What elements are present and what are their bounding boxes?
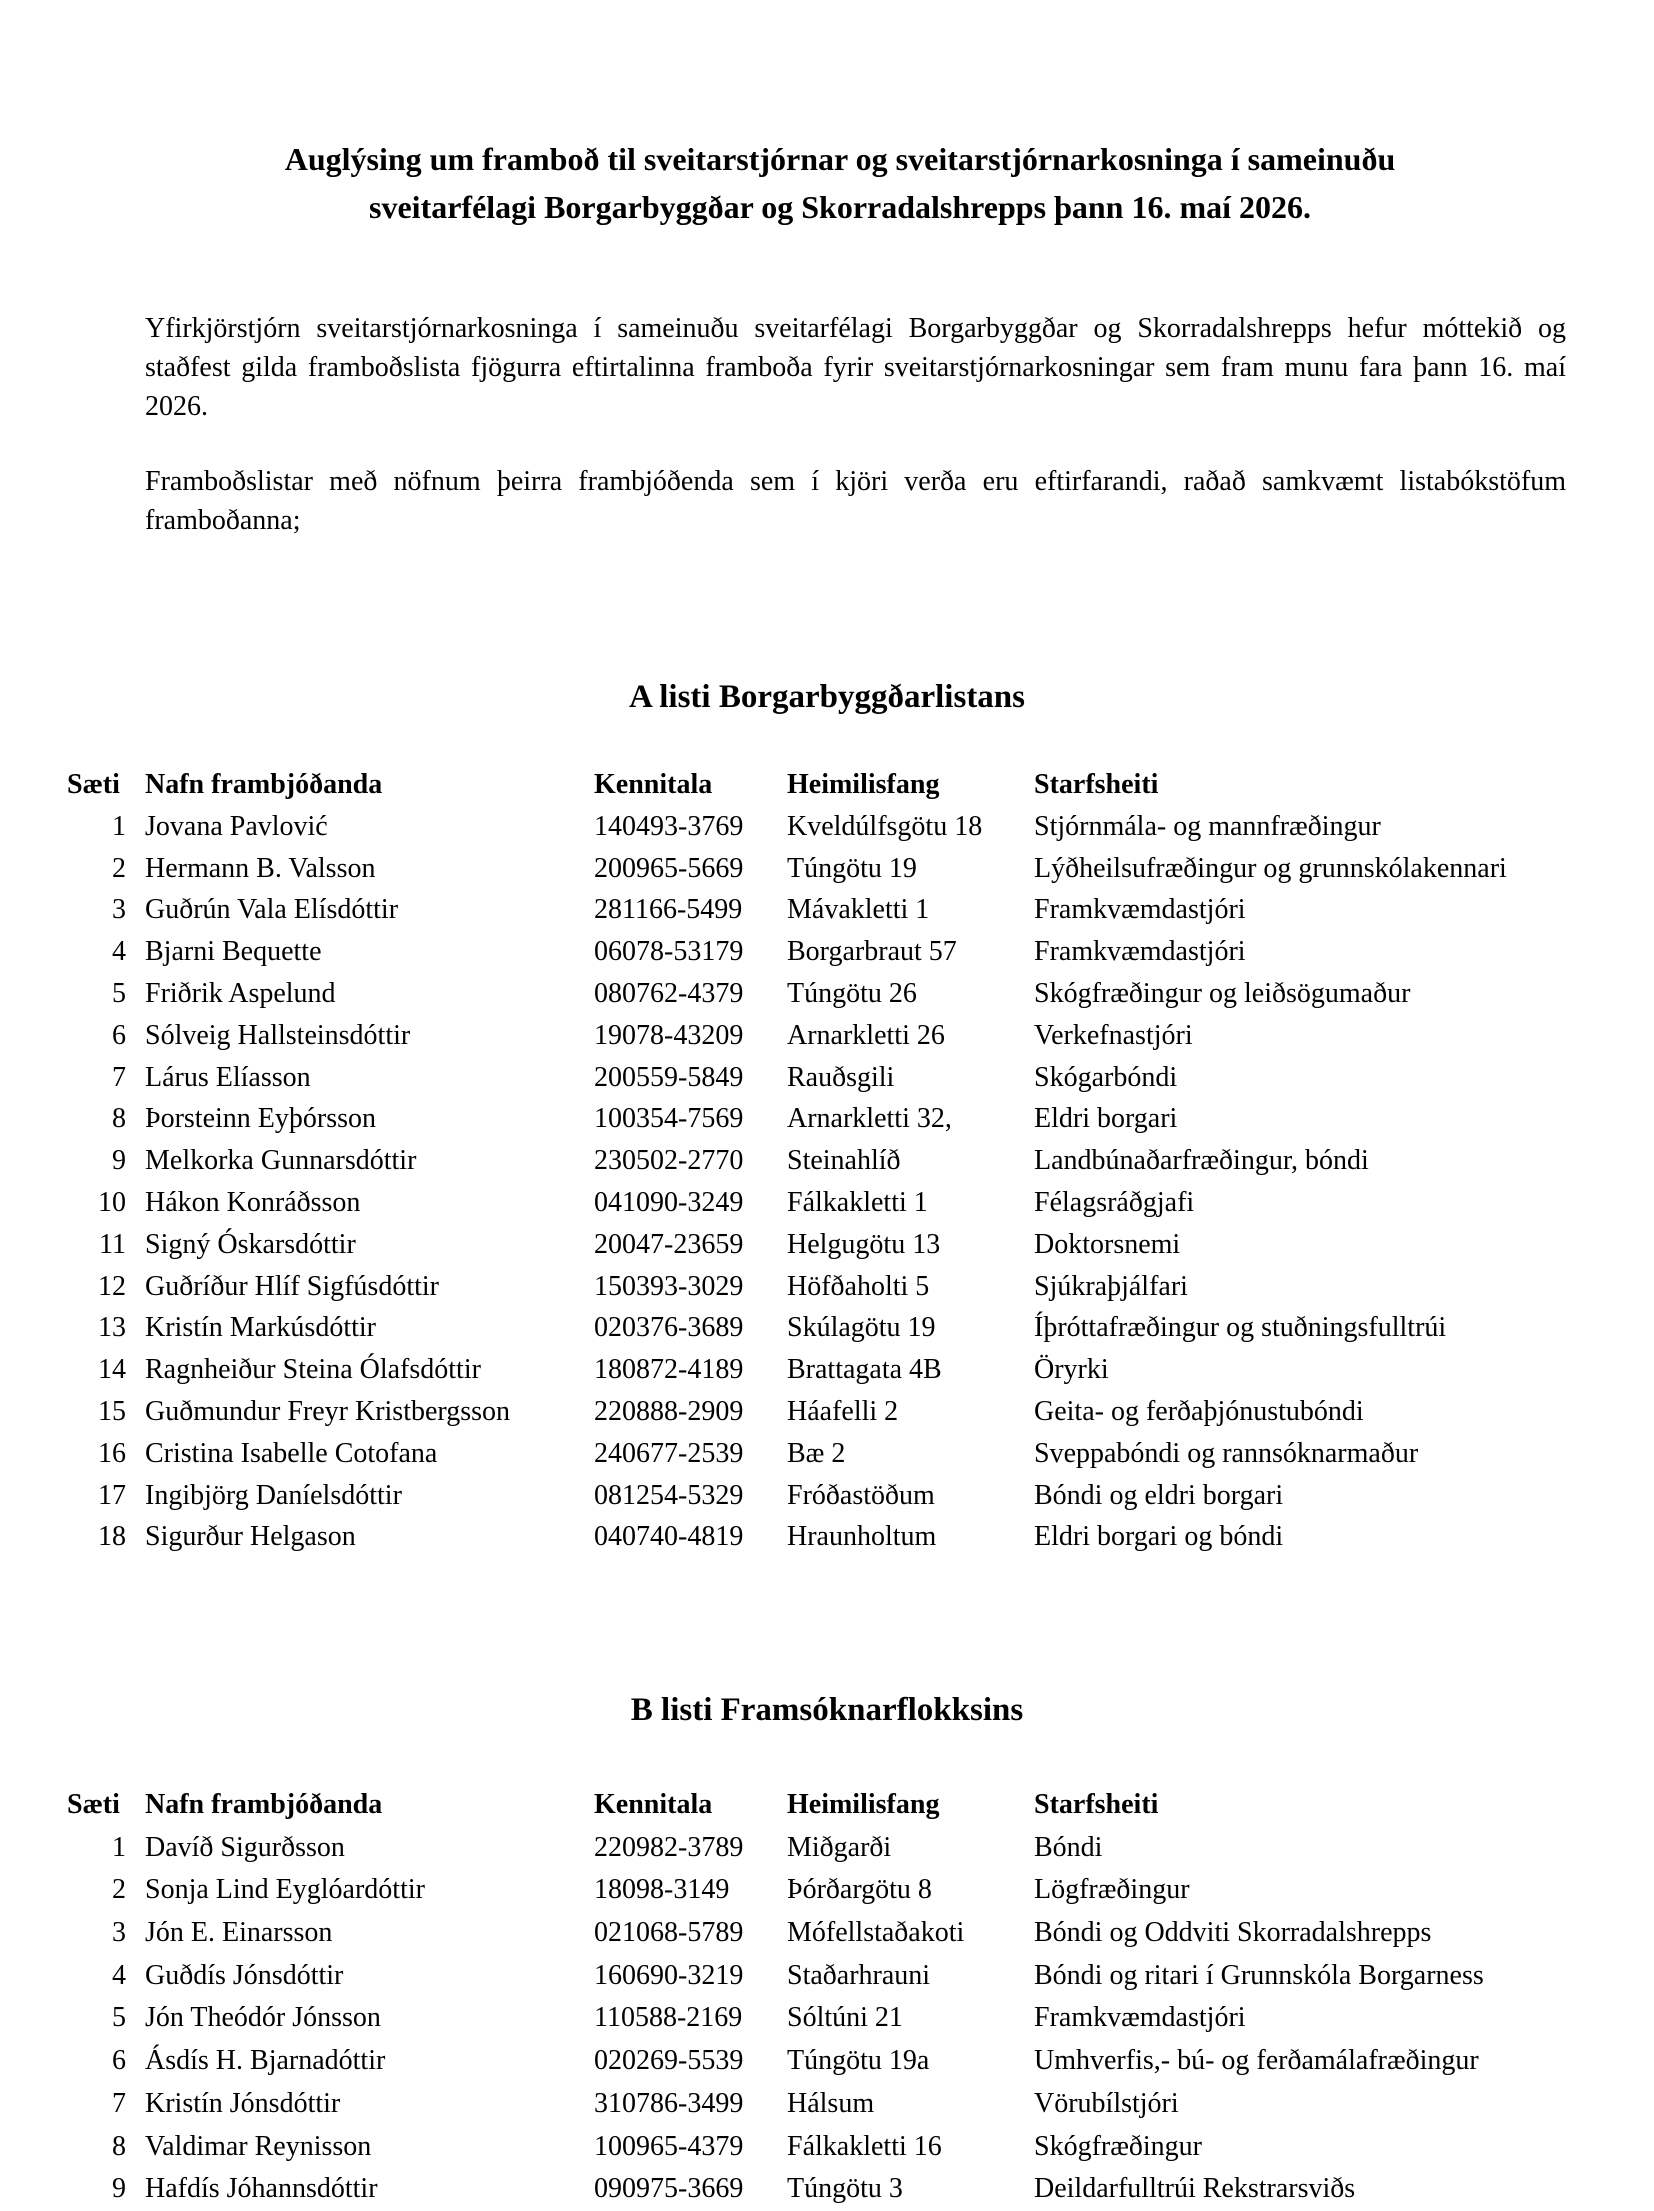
table-row	[0, 1182, 1654, 1224]
name-cell: Valdimar Reynisson	[145, 2130, 372, 2162]
table-row	[0, 806, 1654, 848]
seat-cell: 12	[98, 1270, 126, 1302]
occupation-cell: Sjúkraþjálfari	[1034, 1270, 1188, 1302]
id-cell: 140493-3769	[594, 810, 744, 842]
occupation-cell: Íþróttafræðingur og stuðningsfulltrúi	[1034, 1312, 1447, 1344]
address-cell: Mófellstaðakoti	[787, 1917, 965, 1949]
table-row	[0, 1475, 1654, 1517]
table-row	[0, 1827, 1654, 1870]
address-cell: Túngötu 26	[787, 977, 917, 1009]
seat-cell: 6	[112, 1019, 126, 1051]
occupation-cell: Geita- og ferðaþjónustubóndi	[1034, 1395, 1364, 1427]
table-row	[0, 1391, 1654, 1433]
seat-cell: 9	[112, 2173, 126, 2205]
table-row	[0, 1869, 1654, 1912]
address-cell: Skúlagötu 19	[787, 1312, 936, 1344]
address-cell: Mávakletti 1	[787, 894, 930, 926]
id-cell: 100965-4379	[594, 2130, 744, 2162]
header-address: Heimilisfang	[787, 1789, 940, 1820]
seat-cell: 8	[112, 2130, 126, 2162]
seat-cell: 18	[98, 1521, 126, 1553]
header-seat: Sæti	[67, 1789, 120, 1820]
address-cell: Brattagata 4B	[787, 1354, 942, 1386]
table-row	[0, 1433, 1654, 1475]
table-row	[0, 2083, 1654, 2126]
seat-cell: 5	[112, 2002, 126, 2034]
name-cell: Hafdís Jóhannsdóttir	[145, 2173, 378, 2205]
occupation-cell: Bóndi og Oddviti Skorradalshrepps	[1034, 1917, 1432, 1949]
list-a-heading: A listi Borgarbyggðarlistans	[628, 679, 1026, 715]
address-cell: Túngötu 19a	[787, 2045, 930, 2077]
seat-cell: 4	[112, 1959, 126, 1991]
address-cell: Hálsum	[787, 2087, 875, 2119]
name-cell: Kristín Jónsdóttir	[145, 2087, 341, 2119]
document-title-line-1: Auglýsing um framboð til sveitarstjórnar og sveitarstjórnarkosninga í sameinuðu	[284, 141, 1396, 177]
name-cell: Hákon Konráðsson	[145, 1186, 361, 1218]
name-cell: Þorsteinn Eyþórsson	[145, 1103, 376, 1135]
header-address: Heimilisfang	[787, 769, 940, 800]
name-cell: Jovana Pavlović	[145, 810, 328, 842]
address-cell: Fróðastöðum	[787, 1479, 935, 1511]
id-cell: 150393-3029	[594, 1270, 744, 1302]
address-cell: Arnarkletti 32,	[787, 1103, 952, 1135]
occupation-cell: Skógarbóndi	[1034, 1061, 1178, 1093]
seat-cell: 9	[112, 1145, 126, 1177]
table-row	[0, 973, 1654, 1015]
address-cell: Helgugötu 13	[787, 1228, 941, 1260]
occupation-cell: Deildarfulltrúi Rekstrarsviðs	[1034, 2173, 1356, 2205]
occupation-cell: Umhverfis,- bú- og ferðamálafræðingur	[1034, 2045, 1479, 2077]
table-row	[0, 2126, 1654, 2169]
header-occupation: Starfsheiti	[1034, 1789, 1159, 1820]
seat-cell: 14	[98, 1354, 126, 1386]
id-cell: 18098-3149	[594, 1874, 730, 1906]
seat-cell: 7	[112, 1061, 126, 1093]
seat-cell: 11	[99, 1228, 126, 1260]
name-cell: Signý Óskarsdóttir	[145, 1228, 356, 1260]
table-row	[0, 1098, 1654, 1140]
table-row	[0, 931, 1654, 973]
address-cell: Staðarhrauni	[787, 1959, 931, 1991]
seat-cell: 1	[112, 1831, 126, 1863]
address-cell: Háafelli 2	[787, 1395, 899, 1427]
occupation-cell: Sveppabóndi og rannsóknarmaður	[1034, 1437, 1419, 1469]
address-cell: Miðgarði	[787, 1831, 892, 1863]
id-cell: 021068-5789	[594, 1917, 744, 1949]
id-cell: 160690-3219	[594, 1959, 744, 1991]
name-cell: Guðdís Jónsdóttir	[145, 1959, 344, 1991]
occupation-cell: Framkvæmdastjóri	[1034, 894, 1246, 926]
id-cell: 090975-3669	[594, 2173, 744, 2205]
header-name: Nafn frambjóðanda	[145, 1789, 383, 1820]
seat-cell: 4	[112, 936, 126, 968]
id-cell: 180872-4189	[594, 1354, 744, 1386]
name-cell: Friðrik Aspelund	[145, 977, 336, 1009]
seat-cell: 17	[98, 1479, 126, 1511]
list-b-heading: B listi Framsóknarflokksins	[630, 1692, 1024, 1728]
seat-cell: 16	[98, 1437, 126, 1469]
seat-cell: 13	[98, 1312, 126, 1344]
occupation-cell: Framkvæmdastjóri	[1034, 936, 1246, 968]
table-row	[0, 1015, 1654, 1057]
occupation-cell: Eldri borgari og bóndi	[1034, 1521, 1284, 1553]
seat-cell: 7	[112, 2087, 126, 2119]
table-row	[0, 1516, 1654, 1558]
seat-cell: 8	[112, 1103, 126, 1135]
address-cell: Borgarbraut 57	[787, 936, 957, 968]
table-row	[0, 1307, 1654, 1349]
id-cell: 081254-5329	[594, 1479, 744, 1511]
table-header-row	[0, 764, 1654, 806]
occupation-cell: Doktorsnemi	[1034, 1228, 1181, 1260]
occupation-cell: Framkvæmdastjóri	[1034, 2002, 1246, 2034]
table-header-row	[0, 1784, 1654, 1827]
document-title-line-2: sveitarfélagi Borgarbyggðar og Skorradalshrepps þann 16. maí 2026.	[369, 189, 1311, 225]
id-cell: 200965-5669	[594, 852, 744, 884]
name-cell: Melkorka Gunnarsdóttir	[145, 1145, 417, 1177]
id-cell: 19078-43209	[594, 1019, 744, 1051]
table-row	[0, 848, 1654, 890]
occupation-cell: Bóndi og eldri borgari	[1034, 1479, 1284, 1511]
address-cell: Kveldúlfsgötu 18	[787, 810, 983, 842]
name-cell: Sonja Lind Eyglóardóttir	[145, 1874, 425, 1906]
id-cell: 041090-3249	[594, 1186, 744, 1218]
name-cell: Sólveig Hallsteinsdóttir	[145, 1019, 411, 1051]
id-cell: 100354-7569	[594, 1103, 744, 1135]
seat-cell: 15	[98, 1395, 126, 1427]
occupation-cell: Verkefnastjóri	[1034, 1019, 1193, 1051]
header-name: Nafn frambjóðanda	[145, 769, 383, 800]
address-cell: Steinahlíð	[787, 1145, 901, 1177]
address-cell: Fálkakletti 16	[787, 2130, 942, 2162]
name-cell: Cristina Isabelle Cotofana	[145, 1437, 438, 1469]
id-cell: 200559-5849	[594, 1061, 744, 1093]
table-row	[0, 2040, 1654, 2083]
seat-cell: 6	[112, 2045, 126, 2077]
occupation-cell: Öryrki	[1034, 1354, 1109, 1386]
id-cell: 220888-2909	[594, 1395, 744, 1427]
table-row	[0, 1266, 1654, 1308]
seat-cell: 5	[112, 977, 126, 1009]
occupation-cell: Skógfræðingur	[1034, 2130, 1202, 2162]
id-cell: 220982-3789	[594, 1831, 744, 1863]
header-occupation: Starfsheiti	[1034, 769, 1159, 800]
id-cell: 281166-5499	[594, 894, 743, 926]
name-cell: Ásdís H. Bjarnadóttir	[145, 2045, 386, 2077]
seat-cell: 2	[112, 852, 126, 884]
name-cell: Ingibjörg Daníelsdóttir	[145, 1479, 402, 1511]
table-row	[0, 1140, 1654, 1182]
address-cell: Þórðargötu 8	[787, 1874, 932, 1906]
address-cell: Túngötu 3	[787, 2173, 903, 2205]
occupation-cell: Landbúnaðarfræðingur, bóndi	[1034, 1145, 1369, 1177]
address-cell: Arnarkletti 26	[787, 1019, 945, 1051]
occupation-cell: Lýðheilsufræðingur og grunnskólakennari	[1034, 852, 1507, 884]
address-cell: Túngötu 19	[787, 852, 917, 884]
id-cell: 240677-2539	[594, 1437, 744, 1469]
seat-cell: 2	[112, 1874, 126, 1906]
table-row	[0, 1057, 1654, 1099]
name-cell: Guðrún Vala Elísdóttir	[145, 894, 399, 926]
document-title	[140, 135, 1540, 231]
intro-paragraph-1: Yfirkjörstjórn sveitarstjórnarkosninga í sameinuðu sveitarfélagi Borgarbyggðar og Skorradalshrepps hefur móttekið og staðfest gilda framboðslista fjögurra eftirtalinna framboða fyrir sveitarstjórnarkosningar sem fram munu fara þann 16. maí 2026.	[145, 313, 1566, 422]
intro-paragraph-2: Framboðslistar með nöfnum þeirra frambjóðenda sem í kjöri verða eru eftirfarandi, raðað samkvæmt listabókstöfum framboðanna;	[145, 466, 1566, 536]
occupation-cell: Lögfræðingur	[1034, 1874, 1190, 1906]
seat-cell: 3	[112, 894, 126, 926]
address-cell: Höfðaholti 5	[787, 1270, 930, 1302]
table-row	[0, 1224, 1654, 1266]
name-cell: Sigurður Helgason	[145, 1521, 356, 1553]
id-cell: 110588-2169	[594, 2002, 743, 2034]
name-cell: Bjarni Bequette	[145, 936, 322, 968]
list-a-table	[0, 764, 1654, 1558]
occupation-cell: Skógfræðingur og leiðsögumaður	[1034, 977, 1411, 1009]
id-cell: 020376-3689	[594, 1312, 744, 1344]
name-cell: Kristín Markúsdóttir	[145, 1312, 376, 1344]
name-cell: Guðmundur Freyr Kristbergsson	[145, 1395, 511, 1427]
id-cell: 06078-53179	[594, 936, 744, 968]
name-cell: Jón E. Einarsson	[145, 1917, 333, 1949]
id-cell: 230502-2770	[594, 1145, 744, 1177]
seat-cell: 3	[112, 1917, 126, 1949]
name-cell: Jón Theódór Jónsson	[145, 2002, 381, 2034]
address-cell: Sóltúni 21	[787, 2002, 903, 2034]
address-cell: Fálkakletti 1	[787, 1186, 928, 1218]
occupation-cell: Bóndi og ritari í Grunnskóla Borgarness	[1034, 1959, 1484, 1991]
table-row	[0, 1912, 1654, 1955]
occupation-cell: Félagsráðgjafi	[1034, 1186, 1195, 1218]
occupation-cell: Vörubílstjóri	[1034, 2087, 1179, 2119]
name-cell: Ragnheiður Steina Ólafsdóttir	[145, 1354, 481, 1386]
id-cell: 310786-3499	[594, 2087, 744, 2119]
header-seat: Sæti	[67, 769, 120, 800]
occupation-cell: Bóndi	[1034, 1831, 1103, 1863]
address-cell: Bæ 2	[787, 1437, 846, 1469]
id-cell: 20047-23659	[594, 1228, 744, 1260]
id-cell: 040740-4819	[594, 1521, 744, 1553]
table-row	[0, 1955, 1654, 1998]
address-cell: Rauðsgili	[787, 1061, 895, 1093]
occupation-cell: Stjórnmála- og mannfræðingur	[1034, 810, 1381, 842]
occupation-cell: Eldri borgari	[1034, 1103, 1178, 1135]
name-cell: Davíð Sigurðsson	[145, 1831, 345, 1863]
name-cell: Guðríður Hlíf Sigfúsdóttir	[145, 1270, 439, 1302]
table-row	[0, 889, 1654, 931]
id-cell: 080762-4379	[594, 977, 744, 1009]
header-id: Kennitala	[594, 769, 713, 800]
name-cell: Hermann B. Valsson	[145, 852, 376, 884]
id-cell: 020269-5539	[594, 2045, 744, 2077]
table-row	[0, 1349, 1654, 1391]
address-cell: Hraunholtum	[787, 1521, 937, 1553]
table-row	[0, 1997, 1654, 2040]
table-row	[0, 2168, 1654, 2211]
name-cell: Lárus Elíasson	[145, 1061, 311, 1093]
list-b-table	[0, 1784, 1654, 2211]
seat-cell: 10	[98, 1186, 126, 1218]
header-id: Kennitala	[594, 1789, 713, 1820]
seat-cell: 1	[112, 810, 126, 842]
